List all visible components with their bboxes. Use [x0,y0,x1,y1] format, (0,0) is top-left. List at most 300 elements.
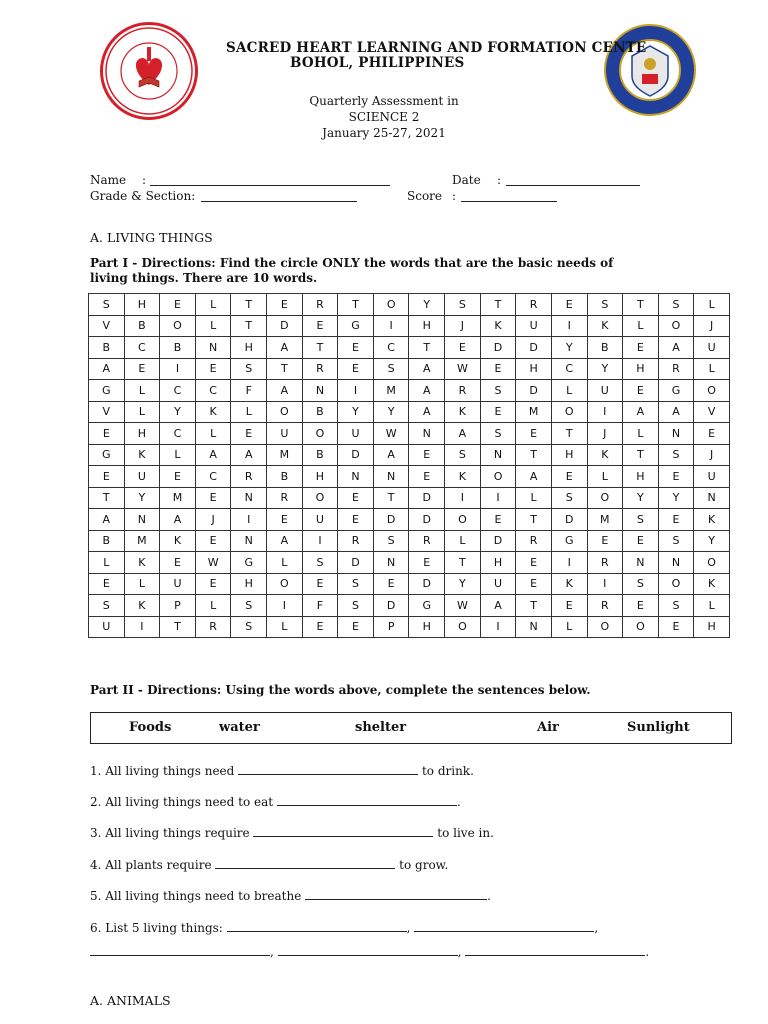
grid-cell[interactable]: K [480,315,516,337]
grid-cell[interactable]: A [516,466,552,488]
grid-cell[interactable]: C [195,380,231,402]
grid-cell[interactable]: A [267,380,303,402]
grid-cell[interactable]: O [623,616,659,638]
grid-cell[interactable]: N [373,466,409,488]
grid-cell[interactable]: V [89,315,125,337]
grid-cell[interactable]: C [160,380,196,402]
grid-cell[interactable]: T [409,337,445,359]
date-field[interactable] [506,172,640,186]
grid-cell[interactable]: N [480,444,516,466]
grid-cell[interactable]: W [373,423,409,445]
grid-cell[interactable]: D [516,380,552,402]
grid-cell[interactable]: S [551,487,587,509]
grid-cell[interactable]: A [409,380,445,402]
grid-cell[interactable]: E [623,380,659,402]
grid-cell[interactable]: S [658,595,694,617]
grid-cell[interactable]: D [480,337,516,359]
answer-blank[interactable] [278,945,458,956]
grid-cell[interactable]: O [160,315,196,337]
grid-cell[interactable]: E [338,487,374,509]
grid-cell[interactable]: S [231,616,267,638]
grid-cell[interactable]: S [587,294,623,316]
answer-blank[interactable] [90,945,270,956]
grid-cell[interactable]: E [89,466,125,488]
grid-cell[interactable]: G [89,444,125,466]
grid-cell[interactable]: T [231,294,267,316]
grid-cell[interactable]: P [373,616,409,638]
grid-cell[interactable]: Y [124,487,160,509]
grid-cell[interactable]: H [623,358,659,380]
grid-cell[interactable]: E [480,358,516,380]
grid-cell[interactable]: H [480,552,516,574]
grid-cell[interactable]: J [694,444,730,466]
grid-cell[interactable]: S [658,530,694,552]
grid-cell[interactable]: K [551,573,587,595]
grid-cell[interactable]: T [160,616,196,638]
grid-cell[interactable]: E [302,573,338,595]
grid-cell[interactable]: B [267,466,303,488]
grid-cell[interactable]: A [89,358,125,380]
grid-cell[interactable]: A [623,401,659,423]
grid-cell[interactable]: E [409,552,445,574]
grid-cell[interactable]: C [124,337,160,359]
grid-cell[interactable]: O [302,423,338,445]
grid-cell[interactable]: D [409,487,445,509]
grid-cell[interactable]: A [267,337,303,359]
grid-cell[interactable]: S [623,509,659,531]
grid-cell[interactable]: I [373,315,409,337]
grid-cell[interactable]: E [160,466,196,488]
grid-cell[interactable]: I [551,552,587,574]
grid-cell[interactable]: L [195,595,231,617]
grid-cell[interactable]: L [694,294,730,316]
grid-cell[interactable]: H [551,444,587,466]
grid-cell[interactable]: A [658,337,694,359]
grid-cell[interactable]: E [89,573,125,595]
grid-cell[interactable]: S [480,423,516,445]
grid-cell[interactable]: U [587,380,623,402]
answer-blank[interactable] [238,764,418,775]
grid-cell[interactable]: A [373,444,409,466]
grid-cell[interactable]: T [231,315,267,337]
grid-cell[interactable]: R [302,358,338,380]
grid-cell[interactable]: E [516,573,552,595]
grid-cell[interactable]: D [338,552,374,574]
grid-cell[interactable]: R [409,530,445,552]
grid-cell[interactable]: L [124,380,160,402]
grid-cell[interactable]: S [480,380,516,402]
grid-cell[interactable]: K [445,401,481,423]
score-field[interactable] [461,188,557,202]
grid-cell[interactable]: S [338,595,374,617]
grid-cell[interactable]: T [302,337,338,359]
grid-cell[interactable]: O [267,573,303,595]
grid-cell[interactable]: T [338,294,374,316]
grid-cell[interactable]: J [445,315,481,337]
grade-section-field[interactable] [201,188,357,202]
grid-cell[interactable]: S [89,294,125,316]
grid-cell[interactable]: S [338,573,374,595]
grid-cell[interactable]: E [195,487,231,509]
grid-cell[interactable]: A [267,530,303,552]
grid-cell[interactable]: T [89,487,125,509]
grid-cell[interactable]: O [302,487,338,509]
grid-cell[interactable]: E [623,337,659,359]
grid-cell[interactable]: M [587,509,623,531]
answer-blank[interactable] [305,889,487,900]
grid-cell[interactable]: S [231,358,267,380]
grid-cell[interactable]: U [480,573,516,595]
grid-cell[interactable]: R [587,552,623,574]
grid-cell[interactable]: D [551,509,587,531]
grid-cell[interactable]: H [409,315,445,337]
grid-cell[interactable]: T [480,294,516,316]
grid-cell[interactable]: A [195,444,231,466]
grid-cell[interactable]: W [445,595,481,617]
grid-cell[interactable]: L [124,573,160,595]
grid-cell[interactable]: S [231,595,267,617]
grid-cell[interactable]: A [160,509,196,531]
grid-cell[interactable]: N [231,487,267,509]
grid-cell[interactable]: O [587,616,623,638]
grid-cell[interactable]: K [124,595,160,617]
grid-cell[interactable]: I [587,573,623,595]
grid-cell[interactable]: A [658,401,694,423]
grid-cell[interactable]: F [302,595,338,617]
grid-cell[interactable]: E [160,294,196,316]
grid-cell[interactable]: T [373,487,409,509]
grid-cell[interactable]: T [623,294,659,316]
grid-cell[interactable]: K [160,530,196,552]
grid-cell[interactable]: R [445,380,481,402]
grid-cell[interactable]: D [267,315,303,337]
grid-cell[interactable]: E [302,616,338,638]
grid-cell[interactable]: E [124,358,160,380]
grid-cell[interactable]: D [373,595,409,617]
grid-cell[interactable]: R [302,294,338,316]
grid-cell[interactable]: G [89,380,125,402]
grid-cell[interactable]: E [551,466,587,488]
grid-cell[interactable]: L [267,616,303,638]
grid-cell[interactable]: L [445,530,481,552]
grid-cell[interactable]: L [195,315,231,337]
grid-cell[interactable]: R [516,530,552,552]
grid-cell[interactable]: Y [445,573,481,595]
grid-cell[interactable]: T [267,358,303,380]
grid-cell[interactable]: O [658,315,694,337]
grid-cell[interactable]: C [551,358,587,380]
grid-cell[interactable]: K [445,466,481,488]
answer-blank[interactable] [277,795,457,806]
grid-cell[interactable]: J [694,315,730,337]
grid-cell[interactable]: R [658,358,694,380]
grid-cell[interactable]: M [516,401,552,423]
grid-cell[interactable]: G [338,315,374,337]
grid-cell[interactable]: E [302,315,338,337]
grid-cell[interactable]: S [445,444,481,466]
grid-cell[interactable]: H [302,466,338,488]
grid-cell[interactable]: R [231,466,267,488]
grid-cell[interactable]: U [516,315,552,337]
grid-cell[interactable]: B [302,401,338,423]
grid-cell[interactable]: I [231,509,267,531]
grid-cell[interactable]: N [694,487,730,509]
grid-cell[interactable]: K [694,573,730,595]
grid-cell[interactable]: O [658,573,694,595]
grid-cell[interactable]: B [89,530,125,552]
grid-cell[interactable]: H [124,294,160,316]
grid-cell[interactable]: N [124,509,160,531]
grid-cell[interactable]: E [267,509,303,531]
grid-cell[interactable]: Y [587,358,623,380]
grid-cell[interactable]: U [267,423,303,445]
grid-cell[interactable]: V [694,401,730,423]
grid-cell[interactable]: M [160,487,196,509]
grid-cell[interactable]: U [302,509,338,531]
grid-cell[interactable]: V [89,401,125,423]
grid-cell[interactable]: L [694,595,730,617]
grid-cell[interactable]: S [89,595,125,617]
grid-cell[interactable]: D [409,509,445,531]
grid-cell[interactable]: E [195,573,231,595]
grid-cell[interactable]: C [195,466,231,488]
grid-cell[interactable]: N [409,423,445,445]
grid-cell[interactable]: F [231,380,267,402]
grid-cell[interactable]: E [445,337,481,359]
grid-cell[interactable]: T [516,509,552,531]
grid-cell[interactable]: W [195,552,231,574]
grid-cell[interactable]: C [373,337,409,359]
grid-cell[interactable]: E [551,595,587,617]
grid-cell[interactable]: Y [551,337,587,359]
grid-cell[interactable]: I [480,616,516,638]
grid-cell[interactable]: A [89,509,125,531]
grid-cell[interactable]: U [160,573,196,595]
grid-cell[interactable]: S [623,573,659,595]
grid-cell[interactable]: L [623,423,659,445]
grid-cell[interactable]: A [480,595,516,617]
grid-cell[interactable]: S [373,530,409,552]
grid-cell[interactable]: E [338,337,374,359]
grid-cell[interactable]: R [516,294,552,316]
grid-cell[interactable]: H [409,616,445,638]
grid-cell[interactable]: B [160,337,196,359]
answer-blank[interactable] [253,826,433,837]
grid-cell[interactable]: L [160,444,196,466]
grid-cell[interactable]: I [587,401,623,423]
grid-cell[interactable]: E [231,423,267,445]
grid-cell[interactable]: K [124,552,160,574]
grid-cell[interactable]: E [338,616,374,638]
grid-cell[interactable]: T [516,444,552,466]
grid-cell[interactable]: K [124,444,160,466]
grid-cell[interactable]: B [302,444,338,466]
grid-cell[interactable]: H [694,616,730,638]
grid-cell[interactable]: E [480,401,516,423]
grid-cell[interactable]: M [124,530,160,552]
grid-cell[interactable]: K [587,444,623,466]
grid-cell[interactable]: Y [623,487,659,509]
grid-cell[interactable]: T [516,595,552,617]
answer-blank[interactable] [215,858,395,869]
grid-cell[interactable]: E [551,294,587,316]
grid-cell[interactable]: U [338,423,374,445]
grid-cell[interactable]: N [302,380,338,402]
grid-cell[interactable]: N [338,466,374,488]
grid-cell[interactable]: H [231,337,267,359]
grid-cell[interactable]: W [445,358,481,380]
grid-cell[interactable]: G [231,552,267,574]
grid-cell[interactable]: E [658,466,694,488]
grid-cell[interactable]: E [338,509,374,531]
grid-cell[interactable]: M [373,380,409,402]
grid-cell[interactable]: N [373,552,409,574]
grid-cell[interactable]: U [89,616,125,638]
grid-cell[interactable]: E [195,530,231,552]
grid-cell[interactable]: I [160,358,196,380]
grid-cell[interactable]: J [587,423,623,445]
grid-cell[interactable]: S [658,294,694,316]
grid-cell[interactable]: I [480,487,516,509]
grid-cell[interactable]: E [338,358,374,380]
grid-cell[interactable]: G [658,380,694,402]
grid-cell[interactable]: G [551,530,587,552]
grid-cell[interactable]: H [516,358,552,380]
grid-cell[interactable]: S [373,358,409,380]
grid-cell[interactable]: S [302,552,338,574]
grid-cell[interactable]: D [338,444,374,466]
answer-blank[interactable] [227,921,407,932]
grid-cell[interactable]: B [587,337,623,359]
grid-cell[interactable]: O [445,509,481,531]
grid-cell[interactable]: K [694,509,730,531]
grid-cell[interactable]: Y [658,487,694,509]
grid-cell[interactable]: L [231,401,267,423]
grid-cell[interactable]: Y [409,294,445,316]
grid-cell[interactable]: E [516,423,552,445]
grid-cell[interactable]: L [267,552,303,574]
grid-cell[interactable]: R [338,530,374,552]
grid-cell[interactable]: Y [694,530,730,552]
grid-cell[interactable]: R [587,595,623,617]
grid-cell[interactable]: K [195,401,231,423]
grid-cell[interactable]: T [445,552,481,574]
grid-cell[interactable]: E [409,466,445,488]
grid-cell[interactable]: L [516,487,552,509]
grid-cell[interactable]: E [89,423,125,445]
grid-cell[interactable]: D [409,573,445,595]
grid-cell[interactable]: N [516,616,552,638]
grid-cell[interactable]: T [551,423,587,445]
grid-cell[interactable]: B [124,315,160,337]
grid-cell[interactable]: D [373,509,409,531]
grid-cell[interactable]: L [89,552,125,574]
grid-cell[interactable]: H [231,573,267,595]
grid-cell[interactable]: E [658,616,694,638]
grid-cell[interactable]: U [124,466,160,488]
grid-cell[interactable]: L [694,358,730,380]
grid-cell[interactable]: E [694,423,730,445]
grid-cell[interactable]: O [480,466,516,488]
grid-cell[interactable]: I [551,315,587,337]
grid-cell[interactable]: E [195,358,231,380]
grid-cell[interactable]: L [551,380,587,402]
grid-cell[interactable]: T [623,444,659,466]
grid-cell[interactable]: L [124,401,160,423]
grid-cell[interactable]: I [445,487,481,509]
grid-cell[interactable]: O [587,487,623,509]
grid-cell[interactable]: A [445,423,481,445]
grid-cell[interactable]: Y [373,401,409,423]
grid-cell[interactable]: E [623,530,659,552]
grid-cell[interactable]: A [409,401,445,423]
grid-cell[interactable]: S [658,444,694,466]
grid-cell[interactable]: B [89,337,125,359]
grid-cell[interactable]: S [445,294,481,316]
grid-cell[interactable]: I [124,616,160,638]
grid-cell[interactable]: P [160,595,196,617]
answer-blank[interactable] [414,921,594,932]
grid-cell[interactable]: R [195,616,231,638]
grid-cell[interactable]: A [409,358,445,380]
grid-cell[interactable]: L [195,294,231,316]
grid-cell[interactable]: N [658,423,694,445]
grid-cell[interactable]: J [195,509,231,531]
grid-cell[interactable]: I [302,530,338,552]
grid-cell[interactable]: R [267,487,303,509]
grid-cell[interactable]: H [124,423,160,445]
grid-cell[interactable]: Y [160,401,196,423]
grid-cell[interactable]: E [587,530,623,552]
grid-cell[interactable]: O [445,616,481,638]
grid-cell[interactable]: L [551,616,587,638]
grid-cell[interactable]: E [658,509,694,531]
grid-cell[interactable]: N [231,530,267,552]
grid-cell[interactable]: C [160,423,196,445]
grid-cell[interactable]: O [373,294,409,316]
grid-cell[interactable]: E [373,573,409,595]
grid-cell[interactable]: N [623,552,659,574]
grid-cell[interactable]: O [551,401,587,423]
grid-cell[interactable]: E [409,444,445,466]
grid-cell[interactable]: U [694,337,730,359]
grid-cell[interactable]: L [587,466,623,488]
grid-cell[interactable]: E [160,552,196,574]
grid-cell[interactable]: I [267,595,303,617]
grid-cell[interactable]: A [231,444,267,466]
name-field[interactable] [150,172,390,186]
grid-cell[interactable]: L [623,315,659,337]
grid-cell[interactable]: U [694,466,730,488]
grid-cell[interactable]: I [338,380,374,402]
grid-cell[interactable]: E [267,294,303,316]
grid-cell[interactable]: E [623,595,659,617]
grid-cell[interactable]: O [267,401,303,423]
grid-cell[interactable]: M [267,444,303,466]
grid-cell[interactable]: E [480,509,516,531]
grid-cell[interactable]: O [694,380,730,402]
answer-blank[interactable] [465,945,645,956]
grid-cell[interactable]: D [516,337,552,359]
grid-cell[interactable]: E [516,552,552,574]
grid-cell[interactable]: G [409,595,445,617]
grid-cell[interactable]: Y [338,401,374,423]
grid-cell[interactable]: H [623,466,659,488]
grid-cell[interactable]: N [195,337,231,359]
grid-cell[interactable]: O [694,552,730,574]
grid-cell[interactable]: K [587,315,623,337]
grid-cell[interactable]: L [195,423,231,445]
